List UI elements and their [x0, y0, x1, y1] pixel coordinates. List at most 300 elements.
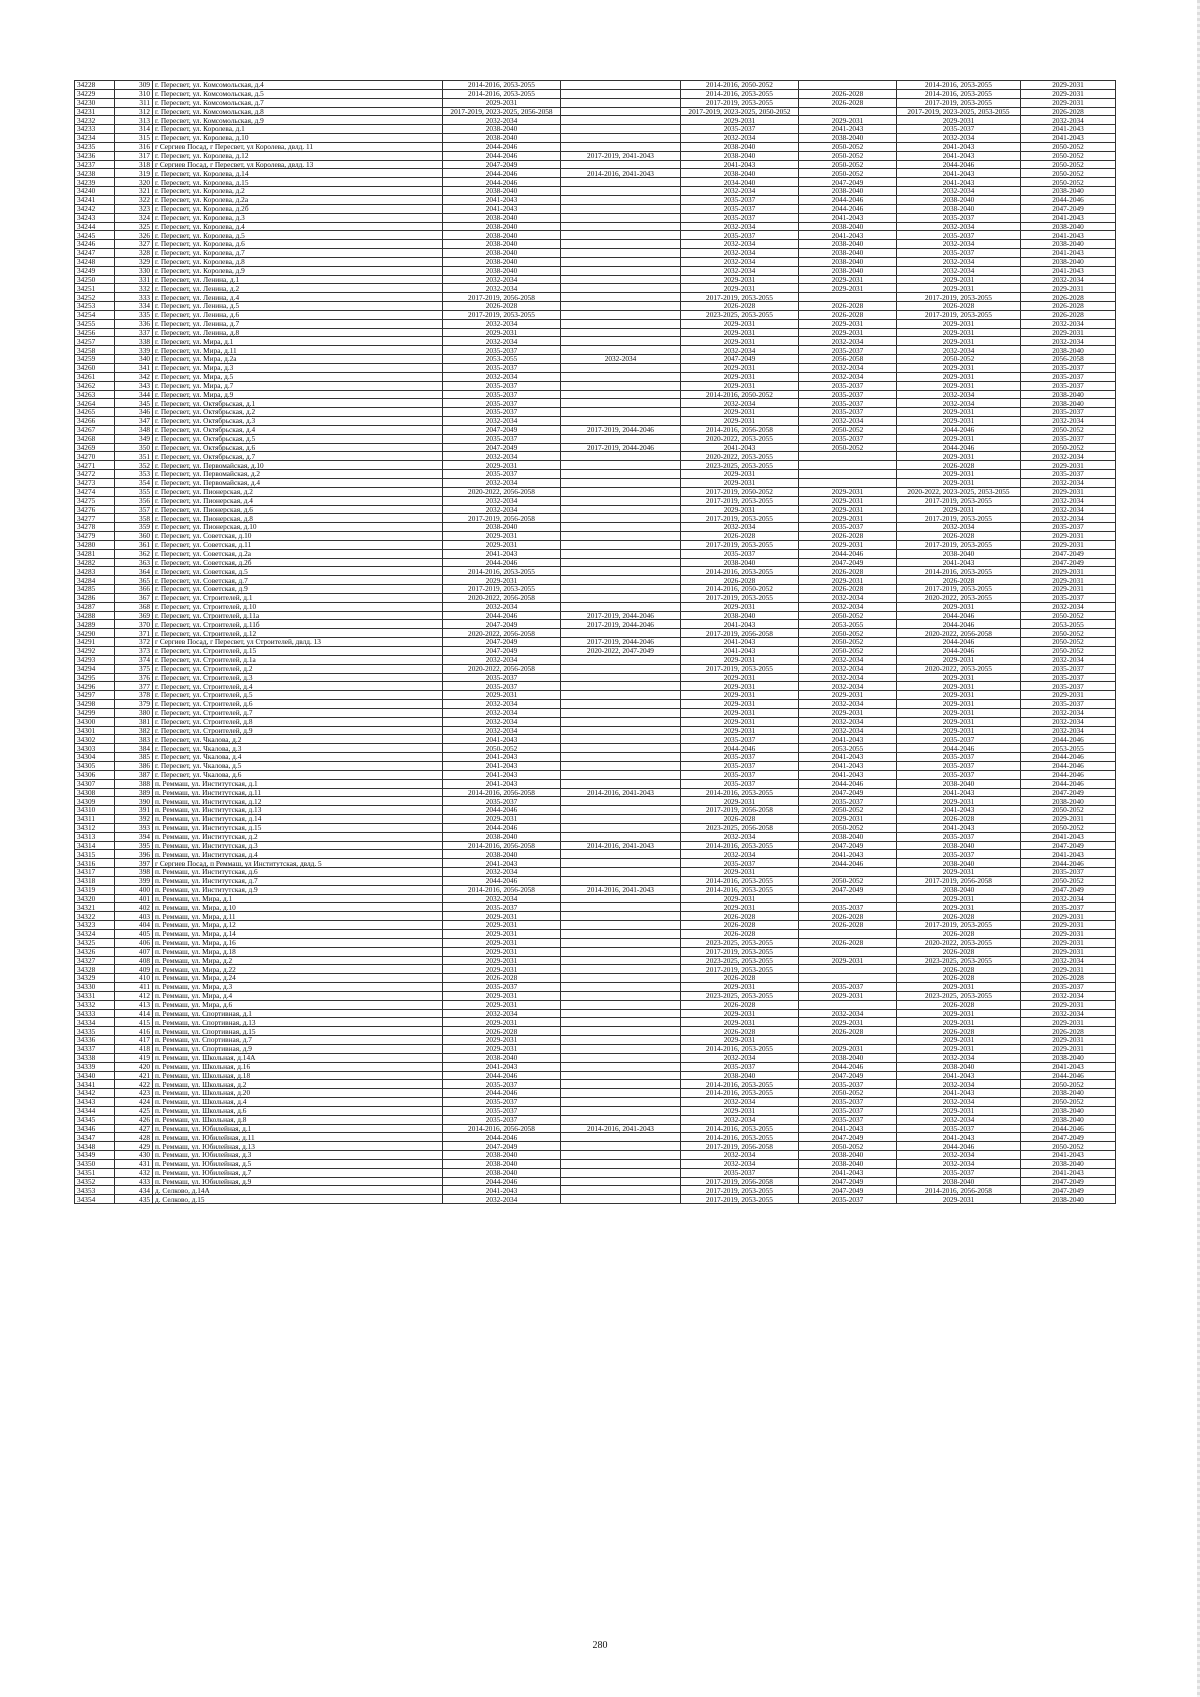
item-number-cell: 313 [114, 116, 152, 124]
period-2-cell [560, 532, 680, 540]
item-number-cell: 323 [114, 205, 152, 213]
period-1-cell: 2026-2028 [442, 1027, 560, 1035]
item-number-cell: 418 [114, 1045, 152, 1053]
address-cell: г. Пересвет, ул. Мира, д.3 [152, 364, 442, 372]
period-4-cell: 2032-2034 [798, 718, 896, 726]
period-3-cell: 2029-2031 [680, 682, 798, 690]
period-2-cell [560, 806, 680, 814]
address-cell: г. Пересвет, ул. Ленина, д.8 [152, 329, 442, 337]
row-id-cell: 34293 [74, 656, 114, 664]
period-5-cell: 2029-2031 [896, 506, 1020, 514]
period-1-cell: 2038-2040 [442, 240, 560, 248]
period-1-cell: 2032-2034 [442, 895, 560, 903]
period-1-cell: 2038-2040 [442, 1160, 560, 1168]
period-5-cell: 2017-2019, 2053-2055 [896, 293, 1020, 301]
item-number-cell: 385 [114, 753, 152, 761]
period-2-cell [560, 541, 680, 549]
period-4-cell: 2032-2034 [798, 603, 896, 611]
period-6-cell: 2038-2040 [1020, 223, 1116, 231]
period-3-cell: 2020-2022, 2053-2055 [680, 435, 798, 443]
period-1-cell: 2014-2016, 2056-2058 [442, 886, 560, 894]
period-1-cell: 2014-2016, 2056-2058 [442, 842, 560, 850]
period-1-cell: 2017-2019, 2056-2058 [442, 514, 560, 522]
period-4-cell: 2038-2040 [798, 240, 896, 248]
item-number-cell: 360 [114, 532, 152, 540]
row-id-cell: 34268 [74, 435, 114, 443]
period-6-cell: 2032-2034 [1020, 276, 1116, 284]
period-4-cell: 2026-2028 [798, 567, 896, 575]
table-row [74, 452, 1116, 461]
item-number-cell: 428 [114, 1133, 152, 1141]
period-3-cell: 2032-2034 [680, 346, 798, 354]
period-1-cell: 2035-2037 [442, 1098, 560, 1106]
period-4-cell: 2044-2046 [798, 780, 896, 788]
period-3-cell: 2026-2028 [680, 1027, 798, 1035]
item-number-cell: 359 [114, 523, 152, 531]
period-3-cell: 2029-2031 [680, 1036, 798, 1044]
row-id-cell: 34264 [74, 399, 114, 407]
period-3-cell: 2041-2043 [680, 620, 798, 628]
period-6-cell: 2038-2040 [1020, 1107, 1116, 1115]
period-3-cell: 2014-2016, 2053-2055 [680, 1045, 798, 1053]
address-cell: г. Пересвет, ул. Октябрьская, д.5 [152, 435, 442, 443]
period-1-cell: 2035-2037 [442, 1116, 560, 1124]
table-row [74, 674, 1116, 683]
period-6-cell: 2041-2043 [1020, 850, 1116, 858]
period-5-cell: 2044-2046 [896, 744, 1020, 752]
period-6-cell: 2032-2034 [1020, 116, 1116, 124]
period-3-cell: 2044-2046 [680, 744, 798, 752]
period-3-cell: 2023-2025, 2053-2055 [680, 311, 798, 319]
row-id-cell: 34255 [74, 320, 114, 328]
table-row [74, 700, 1116, 709]
table-row [74, 116, 1116, 125]
address-cell: г. Пересвет, ул. Строителей, д.12 [152, 629, 442, 637]
period-3-cell: 2029-2031 [680, 373, 798, 381]
period-4-cell [798, 868, 896, 876]
row-id-cell: 34251 [74, 284, 114, 292]
period-6-cell: 2029-2031 [1020, 576, 1116, 584]
table-row [74, 948, 1116, 957]
period-3-cell: 2014-2016, 2053-2055 [680, 1125, 798, 1133]
period-6-cell: 2050-2052 [1020, 824, 1116, 832]
address-cell: п. Реммаш, ул. Мира, д.11 [152, 912, 442, 920]
period-1-cell: 2017-2019, 2056-2058 [442, 293, 560, 301]
period-2-cell [560, 329, 680, 337]
item-number-cell: 377 [114, 682, 152, 690]
period-3-cell: 2014-2016, 2050-2052 [680, 81, 798, 89]
row-id-cell: 34229 [74, 90, 114, 98]
item-number-cell: 327 [114, 240, 152, 248]
table-row [74, 488, 1116, 497]
address-cell: г. Пересвет, ул. Строителей, д.1а [152, 656, 442, 664]
period-2-cell [560, 753, 680, 761]
period-5-cell: 2029-2031 [896, 408, 1020, 416]
item-number-cell: 415 [114, 1018, 152, 1026]
table-row [74, 81, 1116, 90]
period-3-cell: 2032-2034 [680, 833, 798, 841]
row-id-cell: 34241 [74, 196, 114, 204]
period-1-cell: 2017-2019, 2023-2025, 2056-2058 [442, 108, 560, 116]
period-4-cell: 2050-2052 [798, 824, 896, 832]
row-id-cell: 34247 [74, 249, 114, 257]
period-4-cell: 2026-2028 [798, 311, 896, 319]
period-2-cell [560, 161, 680, 169]
period-2-cell [560, 939, 680, 947]
period-2-cell [560, 337, 680, 345]
table-row [74, 143, 1116, 152]
period-2-cell [560, 178, 680, 186]
table-row [74, 771, 1116, 780]
period-2-cell [560, 81, 680, 89]
period-5-cell: 2038-2040 [896, 550, 1020, 558]
table-row [74, 815, 1116, 824]
item-number-cell: 395 [114, 842, 152, 850]
item-number-cell: 319 [114, 169, 152, 177]
period-4-cell: 2029-2031 [798, 276, 896, 284]
item-number-cell: 338 [114, 337, 152, 345]
table-row [74, 868, 1116, 877]
period-3-cell: 2014-2016, 2053-2055 [680, 842, 798, 850]
table-row [74, 930, 1116, 939]
period-3-cell: 2026-2028 [680, 815, 798, 823]
item-number-cell: 370 [114, 620, 152, 628]
period-2-cell: 2017-2019, 2041-2043 [560, 152, 680, 160]
period-4-cell: 2050-2052 [798, 169, 896, 177]
period-1-cell: 2014-2016, 2053-2055 [442, 567, 560, 575]
period-4-cell: 2032-2034 [798, 1010, 896, 1018]
address-cell: п. Реммаш, ул. Институтская, д.3 [152, 842, 442, 850]
period-5-cell: 2032-2034 [896, 187, 1020, 195]
period-1-cell: 2032-2034 [442, 284, 560, 292]
period-1-cell: 2035-2037 [442, 470, 560, 478]
period-6-cell: 2044-2046 [1020, 859, 1116, 867]
item-number-cell: 375 [114, 665, 152, 673]
item-number-cell: 344 [114, 391, 152, 399]
item-number-cell: 432 [114, 1169, 152, 1177]
period-4-cell: 2032-2034 [798, 665, 896, 673]
item-number-cell: 312 [114, 108, 152, 116]
item-number-cell: 358 [114, 514, 152, 522]
address-cell: г. Пересвет, ул. Королева, д.14 [152, 169, 442, 177]
period-5-cell: 2029-2031 [896, 1107, 1020, 1115]
address-cell: п. Реммаш, ул. Школьная, д.2 [152, 1080, 442, 1088]
table-row [74, 762, 1116, 771]
period-2-cell [560, 231, 680, 239]
period-3-cell: 2029-2031 [680, 408, 798, 416]
period-2-cell [560, 346, 680, 354]
item-number-cell: 334 [114, 302, 152, 310]
period-6-cell: 2029-2031 [1020, 930, 1116, 938]
period-4-cell: 2041-2043 [798, 753, 896, 761]
row-id-cell: 34303 [74, 744, 114, 752]
item-number-cell: 355 [114, 488, 152, 496]
table-row [74, 523, 1116, 532]
address-cell: г. Пересвет, ул. Строителей, д.3 [152, 674, 442, 682]
period-1-cell: 2041-2043 [442, 1063, 560, 1071]
period-3-cell: 2038-2040 [680, 612, 798, 620]
period-5-cell: 2029-2031 [896, 435, 1020, 443]
item-number-cell: 337 [114, 329, 152, 337]
period-2-cell [560, 1018, 680, 1026]
row-id-cell: 34311 [74, 815, 114, 823]
period-6-cell: 2035-2037 [1020, 983, 1116, 991]
table-row [74, 620, 1116, 629]
row-id-cell: 34236 [74, 152, 114, 160]
item-number-cell: 343 [114, 382, 152, 390]
period-4-cell: 2050-2052 [798, 629, 896, 637]
item-number-cell: 396 [114, 850, 152, 858]
period-6-cell: 2035-2037 [1020, 594, 1116, 602]
period-5-cell: 2026-2028 [896, 815, 1020, 823]
period-5-cell: 2029-2031 [896, 284, 1020, 292]
period-6-cell: 2047-2049 [1020, 550, 1116, 558]
table-row [74, 506, 1116, 515]
period-3-cell: 2035-2037 [680, 771, 798, 779]
item-number-cell: 329 [114, 258, 152, 266]
period-3-cell: 2035-2037 [680, 214, 798, 222]
table-row [74, 391, 1116, 400]
period-6-cell: 2035-2037 [1020, 682, 1116, 690]
period-2-cell [560, 1107, 680, 1115]
table-row [74, 824, 1116, 833]
address-cell: п. Реммаш, ул. Институтская, д.6 [152, 868, 442, 876]
period-4-cell: 2035-2037 [798, 435, 896, 443]
period-3-cell: 2029-2031 [680, 983, 798, 991]
period-2-cell [560, 1160, 680, 1168]
item-number-cell: 309 [114, 81, 152, 89]
period-1-cell: 2032-2034 [442, 1010, 560, 1018]
table-row [74, 1080, 1116, 1089]
period-2-cell: 2017-2019, 2044-2046 [560, 612, 680, 620]
item-number-cell: 320 [114, 178, 152, 186]
period-2-cell [560, 603, 680, 611]
period-3-cell: 2014-2016, 2053-2055 [680, 567, 798, 575]
item-number-cell: 317 [114, 152, 152, 160]
item-number-cell: 407 [114, 948, 152, 956]
item-number-cell: 367 [114, 594, 152, 602]
table-row [74, 320, 1116, 329]
address-cell: г. Пересвет, ул. Чкалова, д.4 [152, 753, 442, 761]
period-6-cell: 2032-2034 [1020, 320, 1116, 328]
address-cell: г. Пересвет, ул. Комсомольская, д.7 [152, 99, 442, 107]
period-4-cell: 2029-2031 [798, 497, 896, 505]
period-5-cell: 2032-2034 [896, 1098, 1020, 1106]
row-id-cell: 34261 [74, 373, 114, 381]
row-id-cell: 34316 [74, 859, 114, 867]
period-3-cell: 2017-2019, 2053-2055 [680, 965, 798, 973]
row-id-cell: 34312 [74, 824, 114, 832]
period-2-cell [560, 293, 680, 301]
period-2-cell [560, 1116, 680, 1124]
item-number-cell: 310 [114, 90, 152, 98]
period-1-cell: 2032-2034 [442, 603, 560, 611]
address-cell: г. Пересвет, ул. Строителей, д.2 [152, 665, 442, 673]
period-1-cell: 2035-2037 [442, 364, 560, 372]
period-4-cell: 2026-2028 [798, 532, 896, 540]
period-5-cell: 2029-2031 [896, 868, 1020, 876]
period-4-cell: 2050-2052 [798, 877, 896, 885]
period-6-cell: 2044-2046 [1020, 196, 1116, 204]
period-5-cell: 2032-2034 [896, 346, 1020, 354]
period-5-cell: 2017-2019, 2053-2055 [896, 514, 1020, 522]
period-5-cell: 2035-2037 [896, 1125, 1020, 1133]
period-3-cell: 2035-2037 [680, 1169, 798, 1177]
period-4-cell: 2047-2049 [798, 789, 896, 797]
item-number-cell: 356 [114, 497, 152, 505]
period-4-cell [798, 452, 896, 460]
period-2-cell [560, 249, 680, 257]
period-6-cell: 2038-2040 [1020, 240, 1116, 248]
row-id-cell: 34320 [74, 895, 114, 903]
row-id-cell: 34289 [74, 620, 114, 628]
period-4-cell: 2038-2040 [798, 187, 896, 195]
period-3-cell: 2029-2031 [680, 709, 798, 717]
row-id-cell: 34230 [74, 99, 114, 107]
row-id-cell: 34253 [74, 302, 114, 310]
period-6-cell: 2050-2052 [1020, 629, 1116, 637]
period-6-cell: 2044-2046 [1020, 762, 1116, 770]
table-row [74, 479, 1116, 488]
address-cell: г. Пересвет, ул. Чкалова, д.2 [152, 735, 442, 743]
period-6-cell: 2050-2052 [1020, 178, 1116, 186]
period-6-cell: 2032-2034 [1020, 727, 1116, 735]
period-2-cell [560, 108, 680, 116]
period-4-cell [798, 1001, 896, 1009]
period-6-cell: 2050-2052 [1020, 877, 1116, 885]
period-3-cell: 2029-2031 [680, 674, 798, 682]
period-2-cell [560, 240, 680, 248]
item-number-cell: 381 [114, 718, 152, 726]
row-id-cell: 34290 [74, 629, 114, 637]
period-1-cell: 2044-2046 [442, 143, 560, 151]
period-1-cell: 2029-2031 [442, 992, 560, 1000]
period-1-cell: 2044-2046 [442, 824, 560, 832]
address-cell: г. Пересвет, ул. Октябрьская, д.1 [152, 399, 442, 407]
period-5-cell: 2017-2019, 2056-2058 [896, 877, 1020, 885]
table-row [74, 444, 1116, 453]
period-5-cell: 2029-2031 [896, 1036, 1020, 1044]
item-number-cell: 322 [114, 196, 152, 204]
period-4-cell: 2047-2049 [798, 886, 896, 894]
period-5-cell: 2041-2043 [896, 824, 1020, 832]
period-6-cell: 2047-2049 [1020, 1133, 1116, 1141]
item-number-cell: 321 [114, 187, 152, 195]
table-row [74, 134, 1116, 143]
item-number-cell: 398 [114, 868, 152, 876]
table-row [74, 1125, 1116, 1134]
address-cell: г. Пересвет, ул. Королева, д.2б [152, 205, 442, 213]
period-4-cell: 2026-2028 [798, 921, 896, 929]
item-number-cell: 372 [114, 638, 152, 646]
period-1-cell: 2044-2046 [442, 1178, 560, 1186]
period-5-cell: 2041-2043 [896, 178, 1020, 186]
period-6-cell: 2038-2040 [1020, 399, 1116, 407]
period-4-cell: 2035-2037 [798, 346, 896, 354]
period-3-cell: 2029-2031 [680, 718, 798, 726]
address-cell: г Сергиев Посад, п Реммаш, ул Институтская, двлд. 5 [152, 859, 442, 867]
period-6-cell: 2038-2040 [1020, 1195, 1116, 1203]
table-row [74, 240, 1116, 249]
address-cell: г. Пересвет, ул. Комсомольская, д.4 [152, 81, 442, 89]
table-row [74, 541, 1116, 550]
period-4-cell: 2047-2049 [798, 1072, 896, 1080]
period-4-cell: 2029-2031 [798, 992, 896, 1000]
period-2-cell: 2014-2016, 2041-2043 [560, 789, 680, 797]
period-4-cell: 2032-2034 [798, 594, 896, 602]
row-id-cell: 34288 [74, 612, 114, 620]
period-2-cell [560, 134, 680, 142]
period-4-cell: 2029-2031 [798, 1045, 896, 1053]
address-cell: г. Пересвет, ул. Первомайская, д.2 [152, 470, 442, 478]
period-1-cell: 2029-2031 [442, 461, 560, 469]
period-1-cell: 2038-2040 [442, 1169, 560, 1177]
period-2-cell [560, 99, 680, 107]
address-cell: п. Реммаш, ул. Юбилейная, д.13 [152, 1142, 442, 1150]
period-1-cell: 2029-2031 [442, 921, 560, 929]
period-2-cell [560, 461, 680, 469]
item-number-cell: 419 [114, 1054, 152, 1062]
row-id-cell: 34329 [74, 974, 114, 982]
row-id-cell: 34344 [74, 1107, 114, 1115]
period-2-cell [560, 859, 680, 867]
period-1-cell: 2047-2049 [442, 638, 560, 646]
item-number-cell: 340 [114, 355, 152, 363]
period-4-cell: 2038-2040 [798, 833, 896, 841]
period-5-cell: 2029-2031 [896, 373, 1020, 381]
period-5-cell: 2029-2031 [896, 452, 1020, 460]
period-2-cell [560, 116, 680, 124]
period-6-cell: 2050-2052 [1020, 1098, 1116, 1106]
period-5-cell: 2044-2046 [896, 638, 1020, 646]
period-5-cell: 2044-2046 [896, 426, 1020, 434]
period-3-cell: 2014-2016, 2050-2052 [680, 585, 798, 593]
address-cell: п. Реммаш, ул. Институтская, д.12 [152, 797, 442, 805]
address-cell: п. Реммаш, ул. Институтская, д.1 [152, 780, 442, 788]
period-5-cell: 2029-2031 [896, 603, 1020, 611]
row-id-cell: 34336 [74, 1036, 114, 1044]
period-5-cell: 2041-2043 [896, 143, 1020, 151]
table-row [74, 408, 1116, 417]
period-5-cell: 2026-2028 [896, 576, 1020, 584]
period-4-cell [798, 948, 896, 956]
table-row [74, 850, 1116, 859]
period-1-cell: 2035-2037 [442, 903, 560, 911]
address-cell: г. Пересвет, ул. Чкалова, д.3 [152, 744, 442, 752]
table-row [74, 709, 1116, 718]
row-id-cell: 34248 [74, 258, 114, 266]
period-5-cell: 2029-2031 [896, 1045, 1020, 1053]
period-4-cell: 2038-2040 [798, 1160, 896, 1168]
period-6-cell: 2029-2031 [1020, 284, 1116, 292]
address-cell: г. Пересвет, ул. Королева, д.15 [152, 178, 442, 186]
table-row [74, 249, 1116, 258]
period-4-cell: 2026-2028 [798, 302, 896, 310]
period-6-cell: 2026-2028 [1020, 311, 1116, 319]
period-3-cell: 2017-2019, 2050-2052 [680, 488, 798, 496]
period-1-cell: 2038-2040 [442, 258, 560, 266]
item-number-cell: 420 [114, 1063, 152, 1071]
row-id-cell: 34245 [74, 231, 114, 239]
period-2-cell [560, 523, 680, 531]
period-1-cell: 2035-2037 [442, 1080, 560, 1088]
table-row [74, 196, 1116, 205]
period-3-cell: 2017-2019, 2053-2055 [680, 594, 798, 602]
period-6-cell: 2047-2049 [1020, 1178, 1116, 1186]
item-number-cell: 422 [114, 1080, 152, 1088]
period-3-cell: 2023-2025, 2056-2058 [680, 824, 798, 832]
period-5-cell: 2032-2034 [896, 134, 1020, 142]
